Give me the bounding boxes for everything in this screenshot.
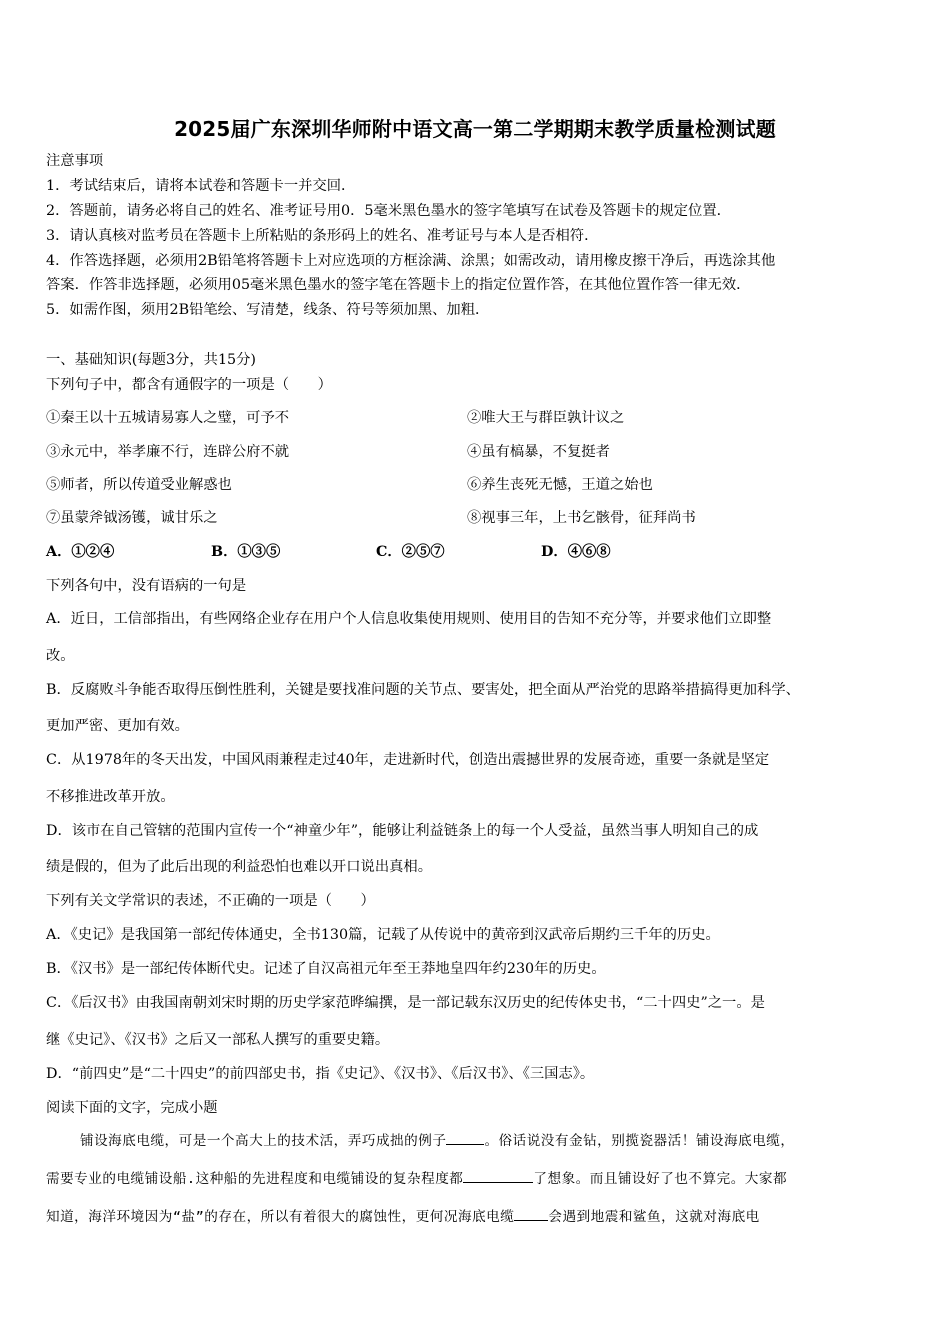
question-stem: 下列有关文学常识的表述，不正确的一项是（ ）	[46, 893, 375, 909]
q2-option-text: B．反腐败斗争能否取得压倒性胜利，关键是要找准问题的关节点、要害处，把全面从严治党的思路举措搞得更加科学、	[46, 682, 800, 698]
q2-option-text: 不移推进改革开放。	[46, 789, 175, 805]
q1-item: ⑧视事三年，上书乞骸骨，征拜尚书	[467, 510, 696, 526]
q2-option-text: 更加严密、更加有效。	[46, 718, 189, 734]
q1-option-a[interactable]: A．①②④	[46, 544, 115, 560]
passage-text: 。俗话说没有金钻，别揽瓷器活！铺设海底电缆，	[484, 1133, 795, 1149]
question-stem: 下列句子中，都含有通假字的一项是（ ）	[46, 377, 332, 393]
q3-option-text: C．《后汉书》由我国南朝刘宋时期的历史学家范晔编撰，是一部记载东汉历史的纪传体史书，“二十四史”之一。是	[46, 995, 765, 1011]
q2-option-text: A．近日，工信部指出，有些网络企业存在用户个人信息收集使用规则、使用目的告知不充分等，并要求他们立即整	[46, 611, 772, 627]
q3-option-text: B．《汉书》是一部纪传体断代史。记述了自汉高祖元年至王莽地皇四年约230年的历史。	[46, 961, 606, 977]
passage-text: 需要专业的电缆铺设船.这种船的先进程度和电缆铺设的复杂程度都	[46, 1171, 464, 1187]
reading-instruction: 阅读下面的文字，完成小题	[46, 1100, 218, 1116]
question-stem: 下列各句中，没有语病的一句是	[46, 578, 247, 594]
notice-heading: 注意事项	[46, 153, 104, 169]
q3-option-text: D．“前四史”是“二十四史”的前四部史书，指《史记》、《汉书》、《后汉书》、《三国志》。	[46, 1066, 595, 1082]
page-title: 2025届广东深圳华师附中语文高一第二学期期末教学质量检测试题	[174, 117, 776, 141]
q1-option-d[interactable]: D．④⑥⑧	[541, 544, 611, 560]
q2-option-text: C．从1978年的冬天出发，中国风雨兼程走过40年，走进新时代，创造出震撼世界的发展奇迹，重要一条就是坚定	[46, 752, 770, 768]
q1-item: ①秦王以十五城请易寡人之璧，可予不	[46, 410, 290, 426]
notice-item: 4．作答选择题，必须用2B铅笔将答题卡上对应选项的方框涂满、涂黑；如需改动，请用橡皮擦干净后，再选涂其他	[46, 253, 776, 269]
passage-line	[46, 1169, 787, 1189]
section-heading: 一、基础知识(每题3分，共15分)	[46, 352, 257, 368]
q2-option-text: 绩是假的，但为了此后出现的利益恐怕也难以开口说出真相。	[46, 859, 433, 875]
q2-option-text: D．该市在自己管辖的范围内宣传一个“神童少年”，能够让利益链条上的每一个人受益，虽然当事人明知自己的成	[46, 823, 759, 839]
q3-option-text: A．《史记》是我国第一部纪传体通史，全书130篇，记载了从传说中的黄帝到汉武帝后期约三千年的历史。	[46, 927, 720, 943]
q1-option-c[interactable]: C．②⑤⑦	[376, 544, 445, 560]
q1-item: ④虽有槁暴，不复挺者	[467, 444, 610, 460]
notice-item: 2．答题前，请务必将自己的姓名、准考证号用0．5毫米黑色墨水的签字笔填写在试卷及答题卡的规定位置．	[46, 203, 731, 219]
passage-text: 了想象。而且铺设好了也不算完。大家都	[533, 1171, 788, 1187]
q1-option-b[interactable]: B．①③⑤	[211, 544, 281, 560]
passage-line	[46, 1207, 760, 1227]
q1-item: ③永元中，举孝廉不行，连辟公府不就	[46, 444, 290, 460]
q3-option-text: 继《史记》、《汉书》之后又一部私人撰写的重要史籍。	[46, 1032, 390, 1048]
notice-item: 5．如需作图，须用2B铅笔绘、写清楚，线条、符号等须加黑、加粗．	[46, 302, 490, 318]
notice-item: 1．考试结束后，请将本试卷和答题卡一并交回．	[46, 178, 356, 194]
passage-text: 会遇到地震和鲨鱼，这就对海底电	[548, 1209, 760, 1225]
passage-line	[80, 1131, 795, 1151]
notice-item: 3．请认真核对监考员在答题卡上所粘贴的条形码上的姓名、准考证号与本人是否相符．	[46, 228, 599, 244]
blank-3[interactable]	[514, 1208, 548, 1221]
q1-item: ⑤师者，所以传道受业解惑也	[46, 477, 232, 493]
q1-item: ⑦虽蒙斧钺汤镬，诚甘乐之	[46, 510, 218, 526]
q1-item: ②唯大王与群臣孰计议之	[467, 410, 625, 426]
passage-text: 铺设海底电缆，可是一个高大上的技术活，弄巧成拙的例子	[80, 1133, 447, 1149]
blank-1[interactable]	[446, 1132, 484, 1145]
notice-item: 答案．作答非选择题，必须用05毫米黑色墨水的签字笔在答题卡上的指定位置作答，在其他位置作答一律无效．	[46, 277, 751, 293]
q2-option-text: 改。	[46, 648, 75, 664]
passage-text: 知道，海洋环境因为“盐”的存在，所以有着很大的腐蚀性，更何况海底电缆	[46, 1209, 515, 1225]
q1-item: ⑥养生丧死无憾，王道之始也	[467, 477, 653, 493]
blank-2[interactable]	[463, 1170, 533, 1183]
